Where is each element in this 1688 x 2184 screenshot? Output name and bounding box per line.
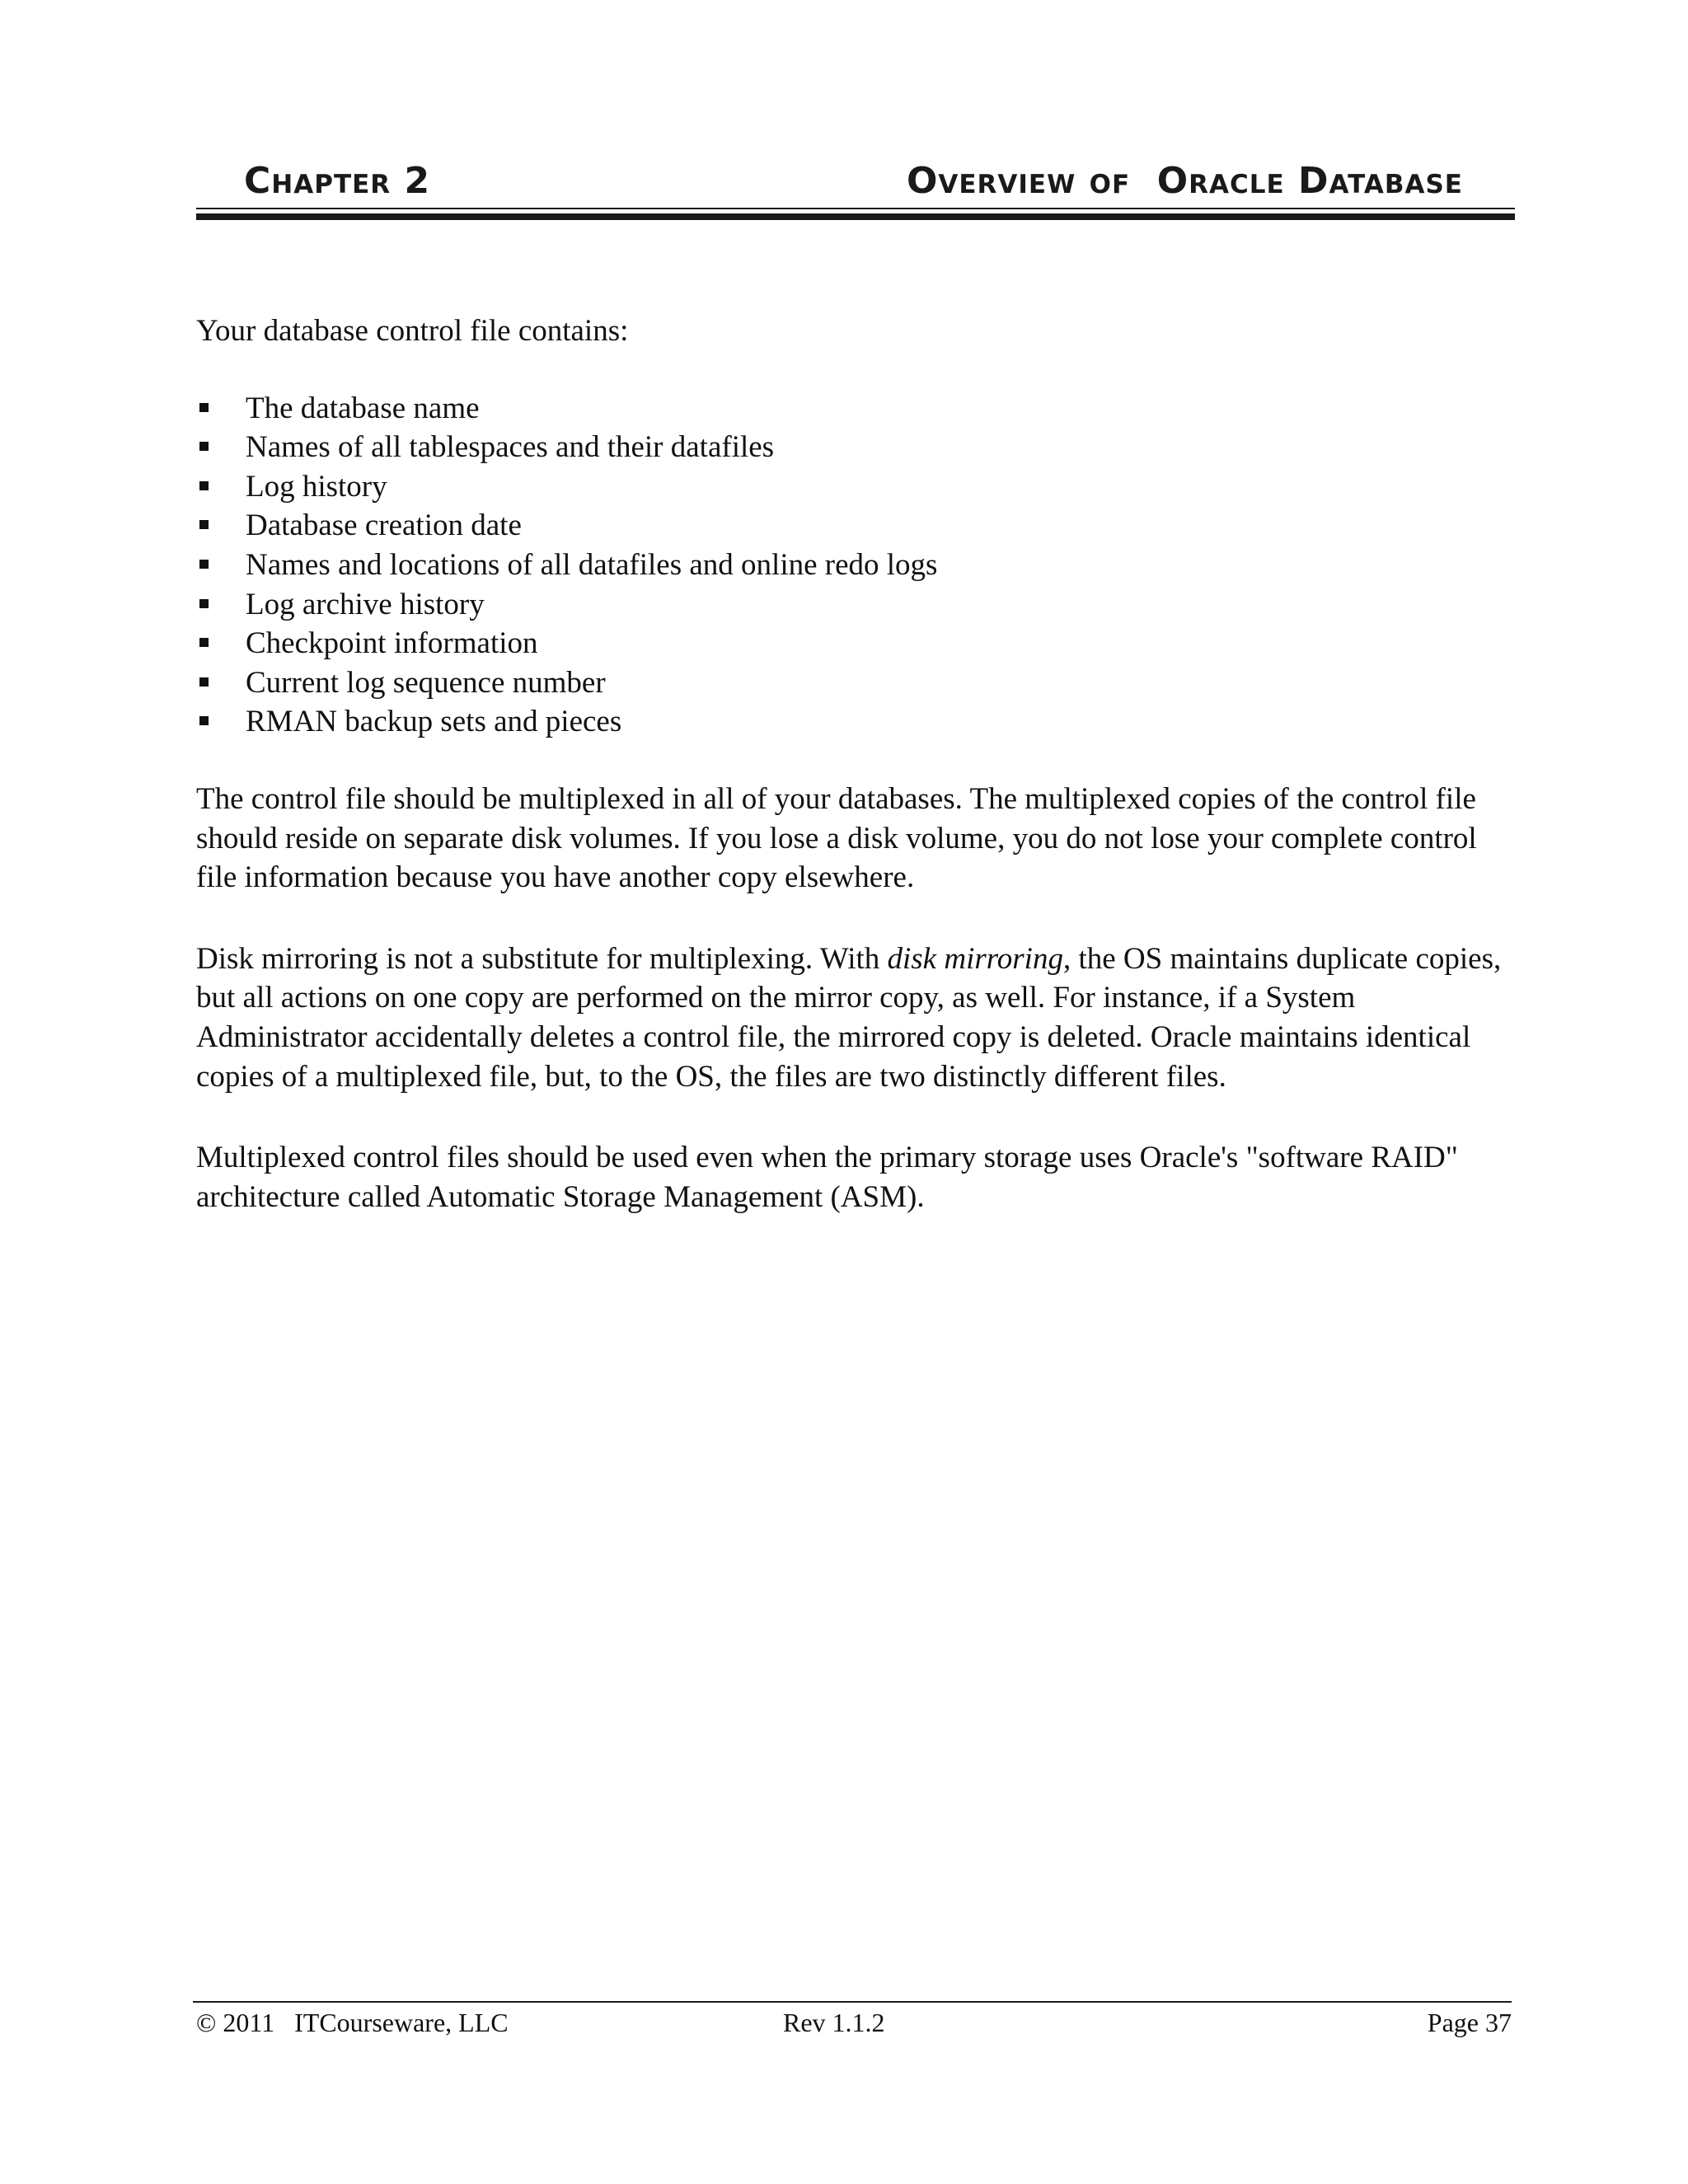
square-bullet-icon [199, 520, 209, 529]
square-bullet-icon [199, 638, 209, 647]
square-bullet-icon [199, 716, 209, 725]
list-item-text: Log archive history [246, 587, 485, 621]
footer-rule [193, 2001, 1512, 2003]
list-item-text: RMAN backup sets and pieces [246, 705, 622, 739]
disk-mirroring-text-after: , the OS maintains duplicate copies, but all actions on one copy are performed on the mirror copy, as well. For instance, if a System Administrator accidentally deletes a control file, the mirrored copy is deleted. Oracle maintains identical copies of a multiplexed file, but, to the OS, the files are two distinctly different files. [196, 941, 1502, 1094]
footer-copyright: © 2011 ITCourseware, LLC [196, 2008, 509, 2037]
list-item-text: The database name [246, 391, 480, 425]
list-item [196, 585, 1515, 625]
intro-text: Your database control file contains: [196, 314, 629, 348]
chapter-title: Overview of Oracle Database [906, 160, 1463, 202]
disk-mirroring-term: disk mirroring [887, 941, 1063, 976]
list-item [196, 389, 1515, 429]
footer-page-number: Page 37 [1427, 2008, 1512, 2037]
square-bullet-icon [199, 442, 209, 451]
list-item [196, 546, 1515, 585]
page-footer [196, 2004, 1512, 2041]
square-bullet-icon [199, 677, 209, 687]
square-bullet-icon [199, 599, 209, 608]
header-rule-thin [196, 208, 1515, 209]
list-item-text: Names of all tablespaces and their datafiles [246, 430, 775, 465]
list-item [196, 506, 1515, 546]
list-item [196, 467, 1515, 507]
square-bullet-icon [199, 560, 209, 569]
list-item [196, 428, 1515, 467]
square-bullet-icon [199, 481, 209, 490]
footer-revision: Rev 1.1.2 [783, 2008, 885, 2037]
control-file-contents-list [196, 389, 1515, 742]
disk-mirroring-paragraph [196, 940, 1515, 1096]
list-item-text: Log history [246, 469, 387, 504]
page-header [196, 161, 1511, 202]
list-item [196, 624, 1515, 663]
list-item-text: Database creation date [246, 509, 522, 543]
square-bullet-icon [199, 403, 209, 412]
list-item [196, 702, 1515, 742]
list-item-text: Names and locations of all datafiles and online redo logs [246, 547, 938, 582]
asm-paragraph: Multiplexed control files should be used even when the primary storage uses Oracle's "software RAID" architecture called Automatic Storage Management (ASM). [196, 1141, 1458, 1214]
list-item-text: Checkpoint information [246, 626, 538, 661]
multiplexing-paragraph: The control file should be multiplexed in all of your databases. The multiplexed copies of the control file should reside on separate disk volumes. If you lose a disk volume, you do not lose your complete control file information because you have another copy elsewhere. [196, 781, 1477, 895]
chapter-label: Chapter 2 [244, 160, 431, 202]
header-rule-thick [196, 213, 1515, 220]
disk-mirroring-text-before: Disk mirroring is not a substitute for multiplexing. With [196, 941, 888, 976]
page-content [196, 312, 1515, 1216]
list-item-text: Current log sequence number [246, 665, 606, 700]
list-item [196, 663, 1515, 703]
